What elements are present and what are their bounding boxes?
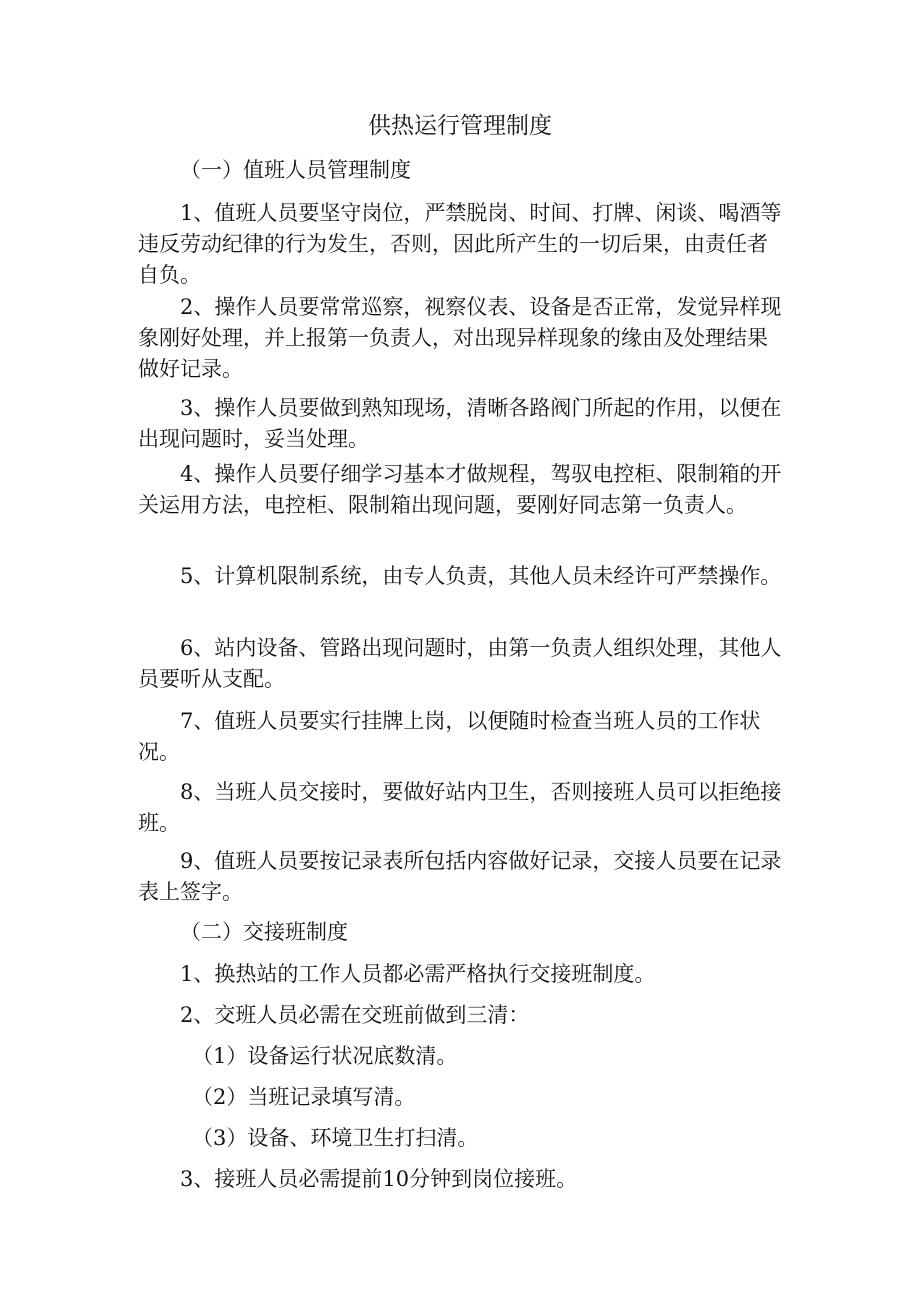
duty-rule-3: 3、操作人员要做到熟知现场，清晰各路阀门所起的作用，以便在出现问题时，妥当处理。 (138, 396, 782, 451)
handover-sub-2: （2）当班记录填写清。 (192, 1085, 416, 1109)
handover-sub-3: （3）设备、环境卫生打扫清。 (192, 1126, 479, 1150)
duty-rule-8: 8、当班人员交接时，要做好站内卫生，否则接班人员可以拒绝接班。 (138, 780, 782, 835)
duty-rule-5: 5、计算机限制系统，由专人负责，其他人员未经许可严禁操作。 (180, 564, 782, 588)
section-heading-duty-staff: （一）值班人员管理制度 (180, 158, 411, 182)
duty-rule-6: 6、站内设备、管路出现问题时，由第一负责人组织处理，其他人员要听从支配。 (138, 636, 782, 691)
duty-rule-7: 7、值班人员要实行挂牌上岗，以便随时检查当班人员的工作状况。 (138, 709, 761, 764)
duty-rule-1: 1、值班人员要坚守岗位，严禁脱岗、时间、打牌、闲谈、喝酒等违反劳动纪律的行为发生，否则，因此所产生的一切后果，由责任者自负。 (138, 201, 782, 287)
handover-rule-1: 1、换热站的工作人员都必需严格执行交接班制度。 (180, 962, 656, 986)
document-title: 供热运行管理制度 (368, 113, 552, 139)
handover-rule-2: 2、交班人员必需在交班前做到三清： (180, 1003, 530, 1027)
handover-rule-3: 3、接班人员必需提前10分钟到岗位接班。 (180, 1167, 578, 1191)
duty-rule-4: 4、操作人员要仔细学习基本才做规程，驾驭电控柜、限制箱的开关运用方法，电控柜、限制箱出现问题，要刚好同志第一负责人。 (138, 462, 782, 517)
duty-rule-9: 9、值班人员要按记录表所包括内容做好记录，交接人员要在记录表上签字。 (138, 849, 782, 904)
handover-sub-1: （1）设备运行状况底数清。 (192, 1044, 458, 1068)
section-heading-handover: （二）交接班制度 (180, 920, 348, 944)
duty-rule-2: 2、操作人员要常常巡察，视察仪表、设备是否正常，发觉异样现象刚好处理，并上报第一负责人，对出现异样现象的缘由及处理结果做好记录。 (138, 295, 782, 381)
